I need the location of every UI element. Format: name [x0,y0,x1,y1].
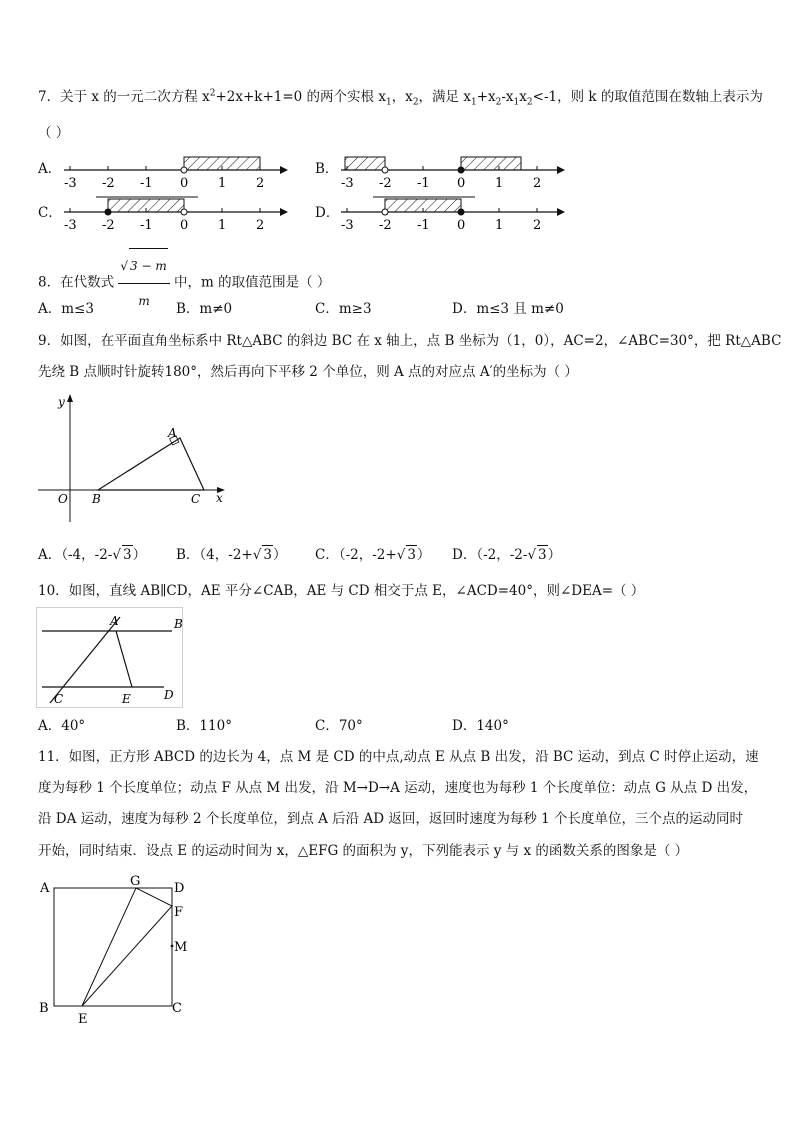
q9-option-d[interactable]: D．（-2，-2-√ 3） [452,547,562,563]
q9-stem-line1: 9．如图，在平面直角坐标系中 Rt△ABC 的斜边 BC 在 x 轴上，点 B 坐标为（1，0），AC=2，∠ABC=30°，把 Rt△ABC [38,333,782,349]
svg-text:-3: -3 [64,176,77,191]
svg-text:-1: -1 [140,176,153,191]
svg-text:1: 1 [495,218,504,233]
q8-stem: 8．在代数式 $\frac{√ 3 - m}{m}$ 中，m 的取值范围是（ ） [38,248,330,318]
q8-option-b[interactable]: B．m≠0 [176,301,233,317]
q10-option-d[interactable]: D．140° [452,718,509,734]
svg-text:x: x [216,491,223,505]
svg-text:F: F [174,905,184,920]
svg-text:-1: -1 [417,176,430,191]
q7-option-c-numberline [58,192,288,234]
q10-option-c[interactable]: C．70° [315,718,363,734]
svg-text:-2: -2 [379,218,392,233]
q7-stem: 7．关于 x 的一元二次方程 $x^2+2x+k+1=0$ 的两个实根 $x_1$，$x_2$，满足 $x_1+x_2-x_1x_2<-1$，则 k 的取值范围在数轴上表示为 [38,88,763,108]
arrow-icon [280,208,288,216]
q11-stem-line1: 11．如图，正方形 ABCD 的边长为 4，点 M 是 CD 的中点,动点 E 从点 B 出发，沿 BC 运动，到点 C 时停止运动，速 [38,749,759,765]
svg-text:B: B [174,617,183,631]
svg-text:B: B [39,1001,49,1016]
q11-stem-line4: 开始，同时结束．设点 E 的运动时间为 x，△EFG 的面积为 y，下列能表示 y 与 x 的函数关系的图象是（ ） [38,843,689,859]
svg-text:C: C [54,692,64,706]
svg-text:0: 0 [180,176,189,191]
q8-option-d[interactable]: D．m≤3 且 m≠0 [452,301,564,317]
svg-text:-1: -1 [417,218,430,233]
svg-text:A: A [110,614,119,628]
q7-option-a-numberline [58,150,288,192]
q11-figure [34,872,194,1030]
q9-figure [34,392,234,527]
svg-text:O: O [58,492,68,506]
triangle-efg [82,888,172,1006]
svg-text:0: 0 [180,218,189,233]
q10-option-b[interactable]: B．110° [176,718,232,734]
svg-text:y: y [58,395,65,409]
svg-text:E: E [78,1012,88,1027]
svg-text:D: D [174,881,185,896]
svg-text:A: A [168,426,177,440]
svg-text:-3: -3 [341,176,354,191]
q7-option-d-numberline [335,192,565,234]
arrow-icon [557,208,565,216]
q7-option-b-numberline [335,150,565,192]
q8-option-c[interactable]: C．m≥3 [315,301,372,317]
svg-text:-2: -2 [102,218,115,233]
arrow-icon [280,166,288,174]
q10-option-a[interactable]: A．40° [38,718,86,734]
svg-text:0: 0 [457,218,466,233]
q8-fraction: $\frac{√ 3 - m}{m}$ [118,248,169,318]
svg-text:-3: -3 [64,218,77,233]
q11-stem-line2: 度为每秒 1 个长度单位；动点 F 从点 M 出发，沿 M→D→A 运动，速度也为每秒 1 个长度单位：动点 G 从点 D 出发， [38,780,758,796]
svg-text:M: M [174,940,188,955]
svg-text:-3: -3 [341,218,354,233]
q9-option-c[interactable]: C．（-2，-2+√ 3） [315,547,431,563]
svg-text:1: 1 [218,218,227,233]
svg-text:E: E [122,692,131,706]
triangle-abc [98,438,204,490]
svg-text:0: 0 [457,176,466,191]
q10-figure [36,607,186,709]
svg-text:-2: -2 [102,176,115,191]
svg-text:2: 2 [533,218,542,233]
svg-text:D: D [164,688,174,702]
q7-option-b-label[interactable]: B． [315,161,339,177]
arrow-icon [67,394,73,402]
svg-text:-1: -1 [140,218,153,233]
q7-option-d-label[interactable]: D． [315,205,340,221]
svg-text:1: 1 [218,176,227,191]
svg-text:2: 2 [533,176,542,191]
arrow-icon [557,166,565,174]
q10-stem: 10．如图，直线 AB∥CD，AE 平分∠CAB，AE 与 CD 相交于点 E，∠ACD=40°，则∠DEA=（ ） [38,583,645,599]
q7-answer-paren: （ ） [38,125,70,141]
q11-stem-line3: 沿 DA 运动，速度为每秒 2 个长度单位，到点 A 后沿 AD 返回，返回时速度为每秒 1 个长度单位，三个点的运动同时 [38,811,743,827]
segment-ae [116,631,132,687]
q9-option-b[interactable]: B．（4，-2+√ 3） [176,547,287,563]
q7-option-c-label[interactable]: C． [38,205,62,221]
svg-text:C: C [172,1001,182,1016]
svg-text:1: 1 [495,176,504,191]
svg-text:A: A [40,881,50,896]
svg-text:2: 2 [256,176,265,191]
svg-text:B: B [92,492,101,506]
svg-text:-2: -2 [379,176,392,191]
svg-text:2: 2 [256,218,265,233]
q9-stem-line2: 先绕 B 点顺时针旋转180°，然后再向下平移 2 个单位，则 A 点的对应点 A′的坐标为（ ） [38,364,578,380]
svg-text:G: G [130,874,141,889]
svg-text:C: C [191,492,201,506]
line-ca [50,617,120,703]
q7-option-a-label[interactable]: A． [38,161,62,177]
q9-option-a[interactable]: A．（-4，-2-√ 3） [38,547,147,563]
square-abcd [54,888,172,1006]
q8-option-a[interactable]: A．m≤3 [38,301,94,317]
